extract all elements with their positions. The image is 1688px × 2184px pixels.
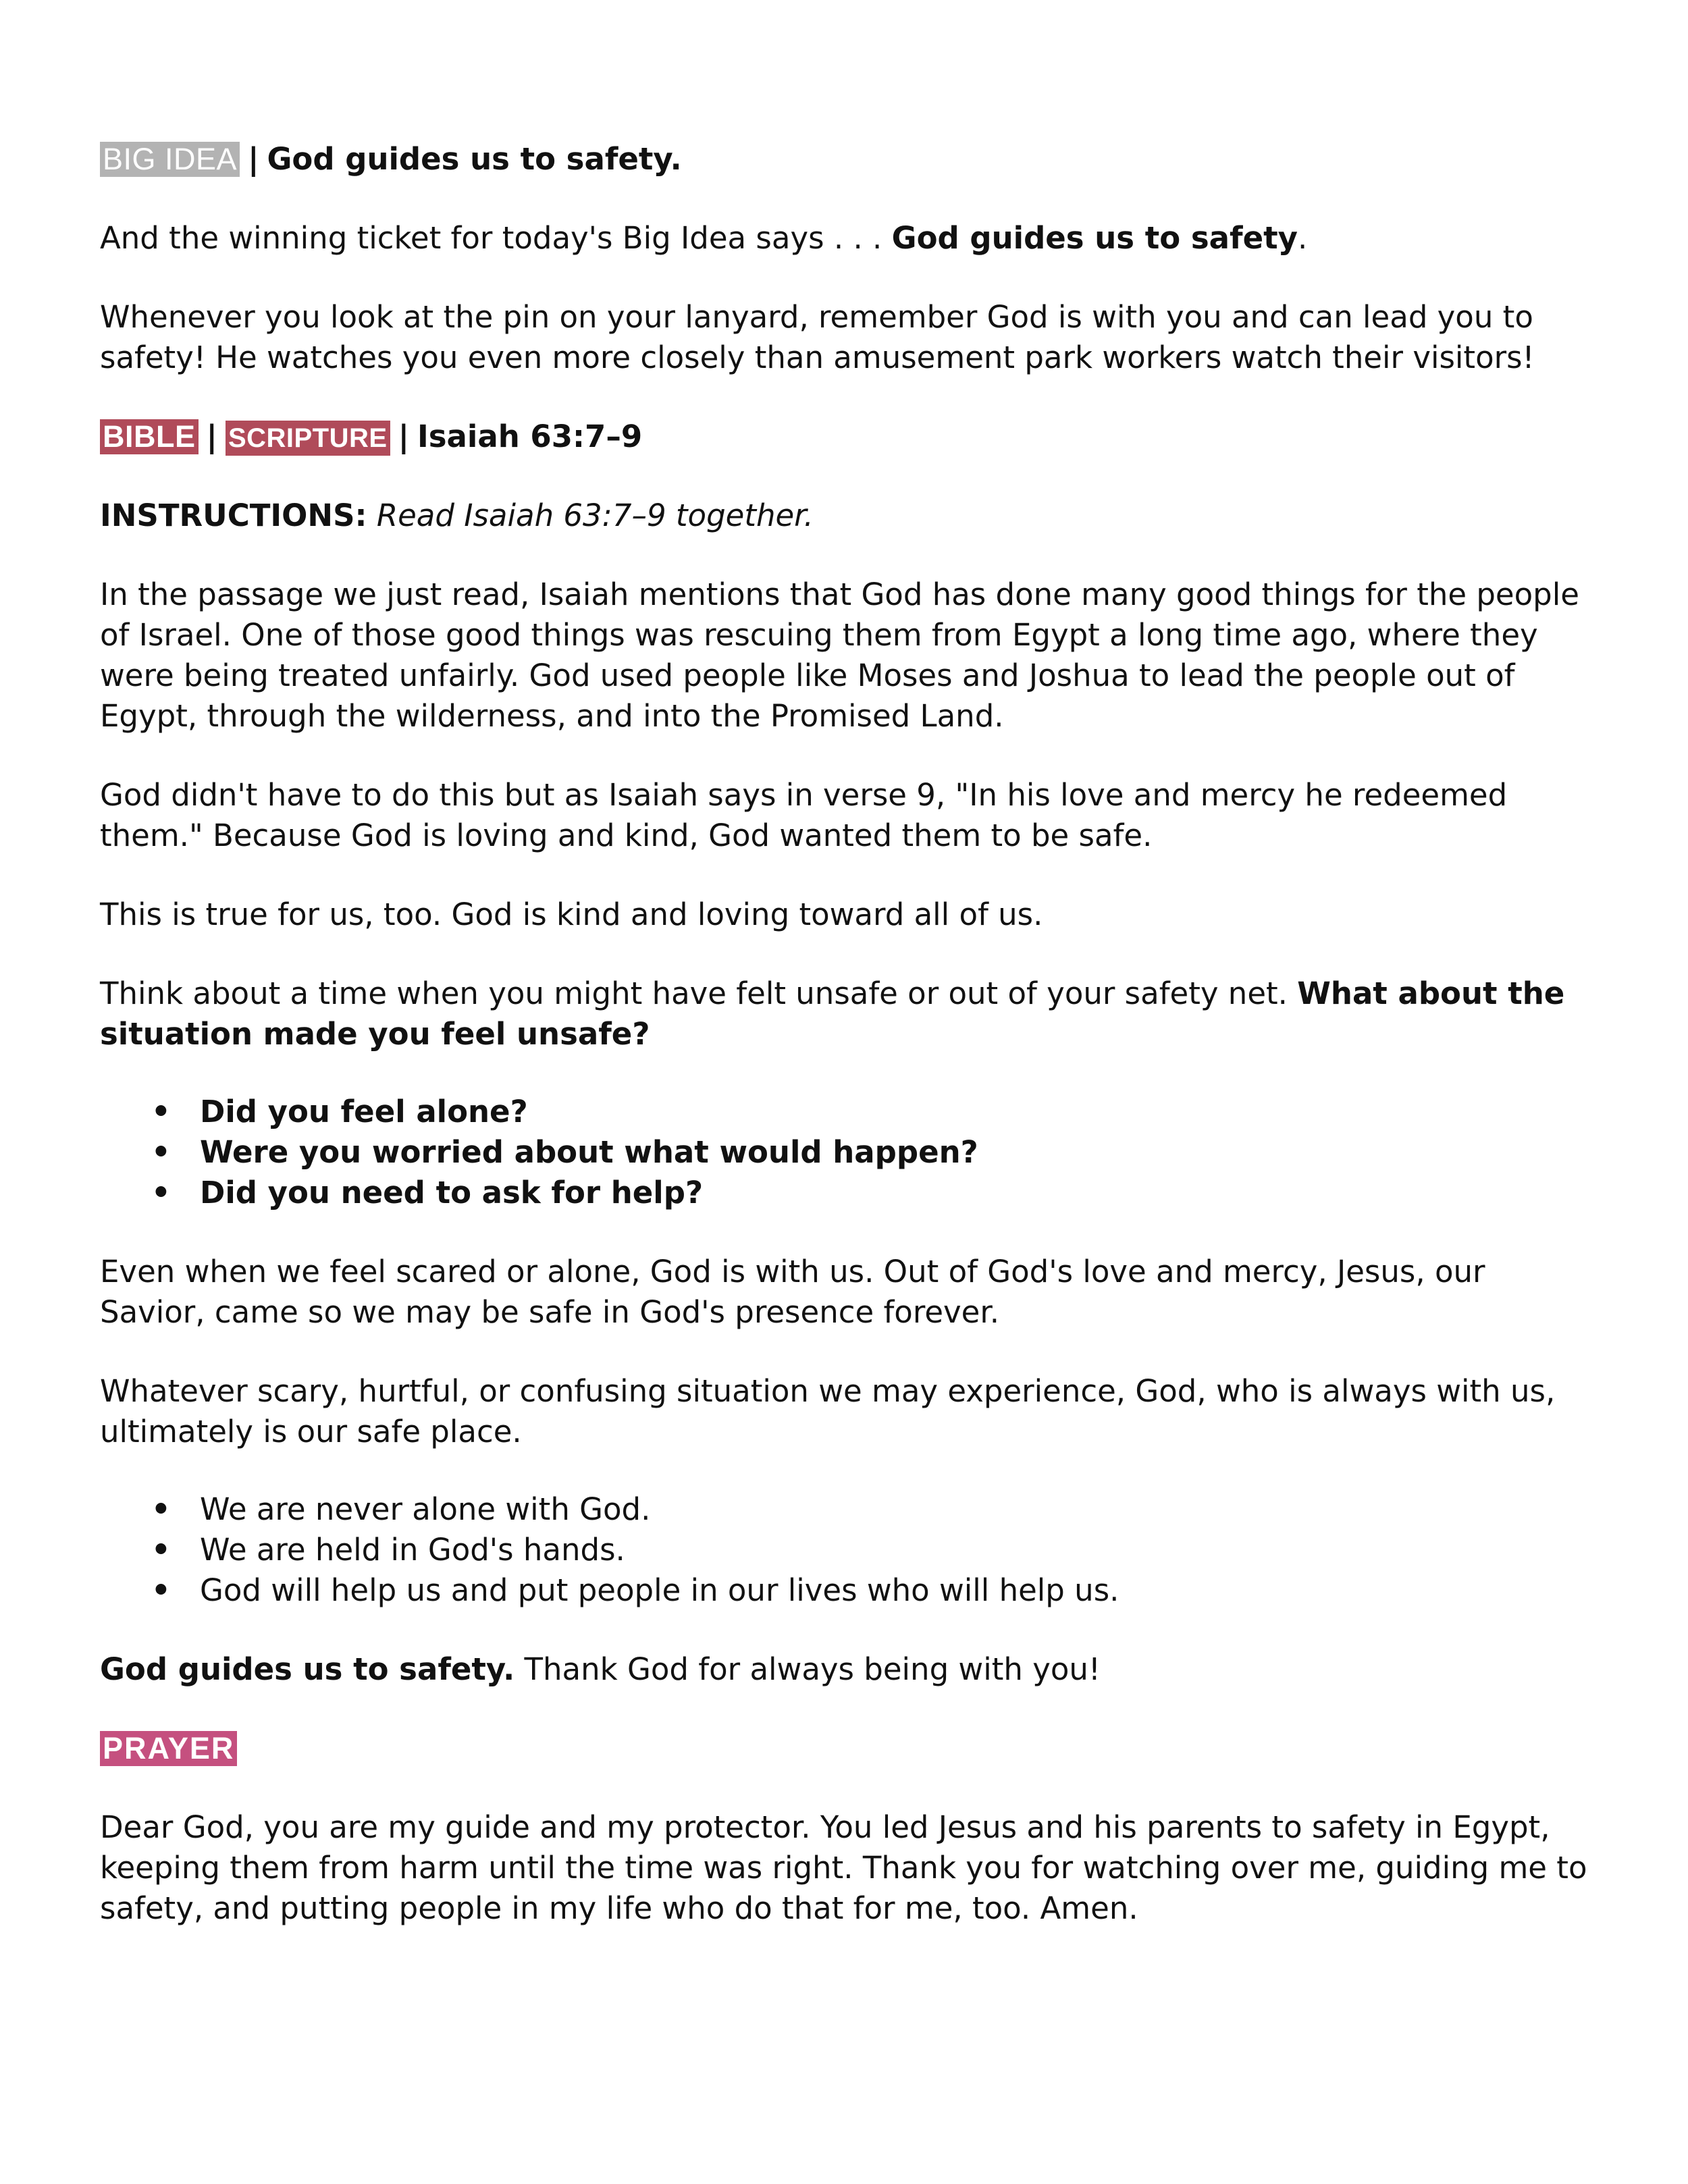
closing-paragraph xyxy=(100,1649,1592,1690)
heading-separator: | xyxy=(398,419,410,454)
prayer-heading xyxy=(100,1728,1592,1769)
bullet-icon: • xyxy=(151,1532,171,1568)
closing-text: Thank God for always being with you! xyxy=(515,1651,1101,1687)
instructions xyxy=(100,496,1592,536)
prayer-tag: PRAYER xyxy=(100,1731,237,1766)
question-list xyxy=(100,1092,1592,1213)
true-for-us-paragraph: This is true for us, too. God is kind and loving toward all of us. xyxy=(100,897,1043,932)
instructions-text: Read Isaiah 63:7–9 together. xyxy=(376,498,814,533)
prayer-text: Dear God, you are my guide and my protector. You led Jesus and his parents to safety in Egypt, keeping them from harm until the time was right. Thank you for watching over me, guiding me to safety, and putting people in my life who do that for me, too. Amen. xyxy=(100,1809,1587,1926)
bullet-icon: • xyxy=(151,1094,171,1129)
list-item: • We are held in God's hands. xyxy=(200,1530,1592,1570)
heading-separator: | xyxy=(206,419,217,454)
list-item: • Did you need to ask for help? xyxy=(200,1173,1592,1213)
ticket-bold: God guides us to safety xyxy=(891,220,1298,256)
closing-bold: God guides us to safety. xyxy=(100,1651,515,1687)
scripture-reference: Isaiah 63:7–9 xyxy=(417,419,643,454)
passage-paragraph: In the passage we just read, Isaiah mentions that God has done many good things for the people of Israel. One of those good things was rescuing them from Egypt a long time ago, where they were being treated unfairly. God used people like Moses and Joshua to lead the people out of Egypt, through the wilderness, and into the Promised Land. xyxy=(100,577,1579,734)
lanyard-paragraph: Whenever you look at the pin on your lanyard, remember God is with you and can lead you to safety! He watches you even more closely than amusement park workers watch their visitors! xyxy=(100,299,1535,375)
question-bold: What about the situation made you feel unsafe? xyxy=(100,976,1565,1052)
bullet-icon: • xyxy=(151,1175,171,1210)
list-item: • Were you worried about what would happen? xyxy=(200,1132,1592,1173)
ticket-text: And the winning ticket for today's Big Idea says . . . xyxy=(100,220,892,256)
lesson-page xyxy=(100,139,1592,1967)
heading-separator: | xyxy=(248,141,259,177)
bullet-icon: • xyxy=(151,1572,171,1608)
big-idea-heading xyxy=(100,139,1592,180)
scripture-tag: SCRIPTURE xyxy=(226,421,390,456)
truth-list xyxy=(100,1489,1592,1611)
bullet-icon: • xyxy=(151,1134,171,1170)
ticket-paragraph xyxy=(100,218,1592,259)
list-item: • We are never alone with God. xyxy=(200,1489,1592,1530)
bullet-icon: • xyxy=(151,1491,171,1527)
list-item: • God will help us and put people in our lives who will help us. xyxy=(200,1570,1592,1611)
list-item: • Did you feel alone? xyxy=(200,1092,1592,1132)
big-idea-tag: BIG IDEA xyxy=(100,142,240,177)
safe-place-paragraph: Whatever scary, hurtful, or confusing situation we may experience, God, who is always with us, ultimately is our safe place. xyxy=(100,1373,1556,1449)
bible-tag: BIBLE xyxy=(100,419,199,454)
ticket-end: . xyxy=(1297,220,1308,256)
question-lead: Think about a time when you might have felt unsafe or out of your safety net. xyxy=(100,976,1298,1011)
instructions-label: INSTRUCTIONS: xyxy=(100,498,367,533)
bible-heading xyxy=(100,417,1592,457)
mercy-paragraph: God didn't have to do this but as Isaiah says in verse 9, "In his love and mercy he redeemed them." Because God is loving and kind, God wanted them to be safe. xyxy=(100,777,1508,853)
big-idea-title: God guides us to safety. xyxy=(267,141,682,177)
question-paragraph xyxy=(100,974,1592,1055)
presence-paragraph: Even when we feel scared or alone, God is with us. Out of God's love and mercy, Jesus, our Savior, came so we may be safe in God's presence forever. xyxy=(100,1254,1485,1330)
